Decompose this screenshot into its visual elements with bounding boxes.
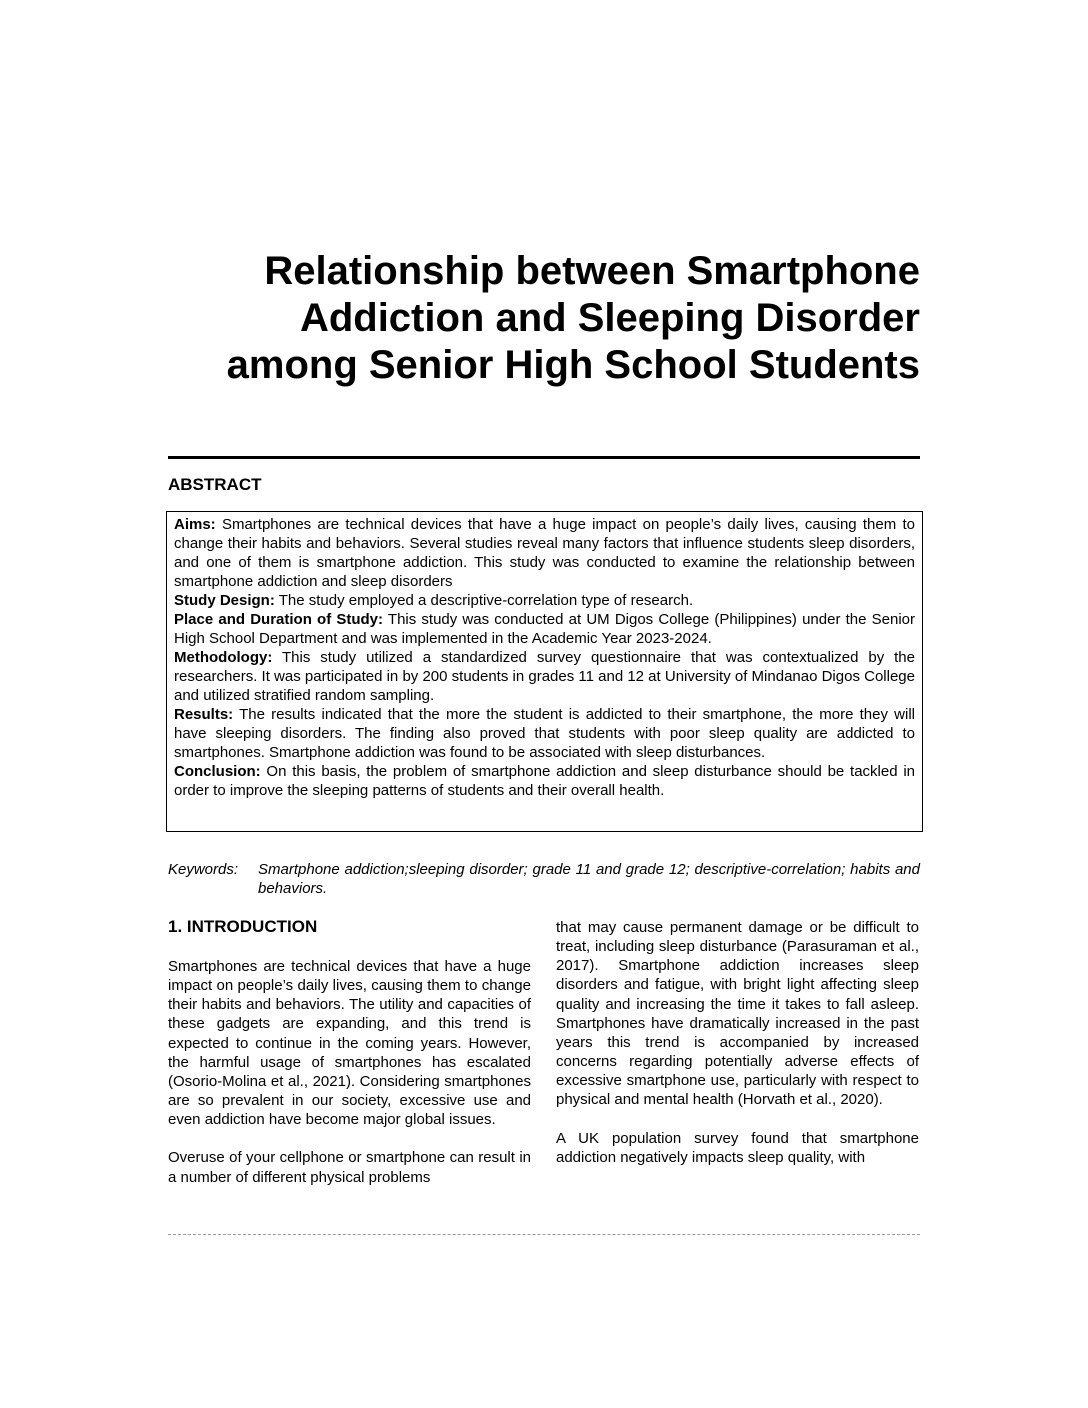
abstract-place-duration — [174, 610, 915, 648]
abstract-label: Results: — [174, 706, 234, 723]
abstract-label: Aims: — [174, 516, 216, 533]
intro-column-right — [556, 918, 919, 1186]
abstract-study-design — [174, 591, 915, 610]
section-heading: 1. INTRODUCTION — [168, 917, 318, 936]
abstract-conclusion — [174, 762, 915, 800]
intro-paragraph: Overuse of your cellphone or smartphone can result in a number of different physical problems — [168, 1149, 531, 1186]
title-line: Relationship between Smartphone — [264, 249, 920, 293]
abstract-aims — [174, 515, 915, 591]
intro-column-left — [168, 917, 531, 1206]
abstract-label: Conclusion: — [174, 763, 261, 780]
abstract-label: Study Design: — [174, 592, 275, 609]
title-line: among Senior High School Students — [226, 343, 920, 387]
intro-paragraph: A UK population survey found that smartphone addiction negatively impacts sleep quality, with — [556, 1129, 919, 1166]
abstract-label: Methodology: — [174, 649, 273, 666]
title-divider — [168, 456, 920, 459]
keywords — [168, 860, 920, 898]
abstract-results — [174, 705, 915, 762]
abstract-label: Place and Duration of Study: — [174, 611, 384, 628]
abstract-text: The results indicated that the more the student is addicted to their smartphone, the more they will have sleeping disorders. The finding also proved that students with poor sleep quality are addicted to smartphones. Smartphone addiction was found to be associated with sleep disturbances. — [174, 706, 915, 761]
abstract-heading: ABSTRACT — [168, 475, 262, 494]
intro-paragraph: Smartphones are technical devices that have a huge impact on people’s daily lives, causing them to change their habits and behaviors. The utility and capacities of these gadgets are expanding, and this trend is expected to continue in the coming years. However, the harmful usage of smartphones has escalated (Osorio-Molina et al., 2021). Considering smartphones are so prevalent in our society, excessive use and even addiction have become major global issues. — [168, 958, 531, 1129]
keywords-label: Keywords: — [168, 861, 239, 878]
abstract-text: This study utilized a standardized survey questionnaire that was contextualized by the researchers. It was participated in by 200 students in grades 11 and 12 at University of Mindanao Digos College and utilized stratified random sampling. — [174, 649, 915, 704]
footnote-divider — [168, 1234, 920, 1235]
keywords-text: Smartphone addiction;sleeping disorder; grade 11 and grade 12; descriptive-correlation; habits and behaviors. — [258, 861, 920, 897]
abstract-text: Smartphones are technical devices that have a huge impact on people’s daily lives, causing them to change their habits and behaviors. Several studies reveal many factors that influence students sleep disorders, and one of them is smartphone addiction. This study was conducted to examine the relationship between smartphone addiction and sleep disorders — [174, 516, 915, 590]
abstract-box — [166, 511, 923, 832]
abstract-text: This study was conducted at UM Digos College (Philippines) under the Senior High School Department and was implemented in the Academic Year 2023-2024. — [174, 611, 915, 647]
abstract-methodology — [174, 648, 915, 705]
abstract-text: The study employed a descriptive-correlation type of research. — [274, 592, 694, 609]
intro-paragraph: that may cause permanent damage or be difficult to treat, including sleep disturbance (Parasuraman et al., 2017). Smartphone addiction increases sleep disorders and fatigue, with bright light affecting sleep quality and increasing the time it takes to fall asleep. Smartphones have dramatically increased in the past years this trend is accompanied by increased concerns regarding potentially adverse effects of excessive smartphone use, particularly with respect to physical and mental health (Horvath et al., 2020). — [556, 919, 919, 1109]
paper-title — [168, 248, 920, 389]
title-line: Addiction and Sleeping Disorder — [299, 296, 920, 340]
abstract-text: On this basis, the problem of smartphone addiction and sleep disturbance should be tackled in order to improve the sleeping patterns of students and their overall health. — [174, 763, 915, 799]
